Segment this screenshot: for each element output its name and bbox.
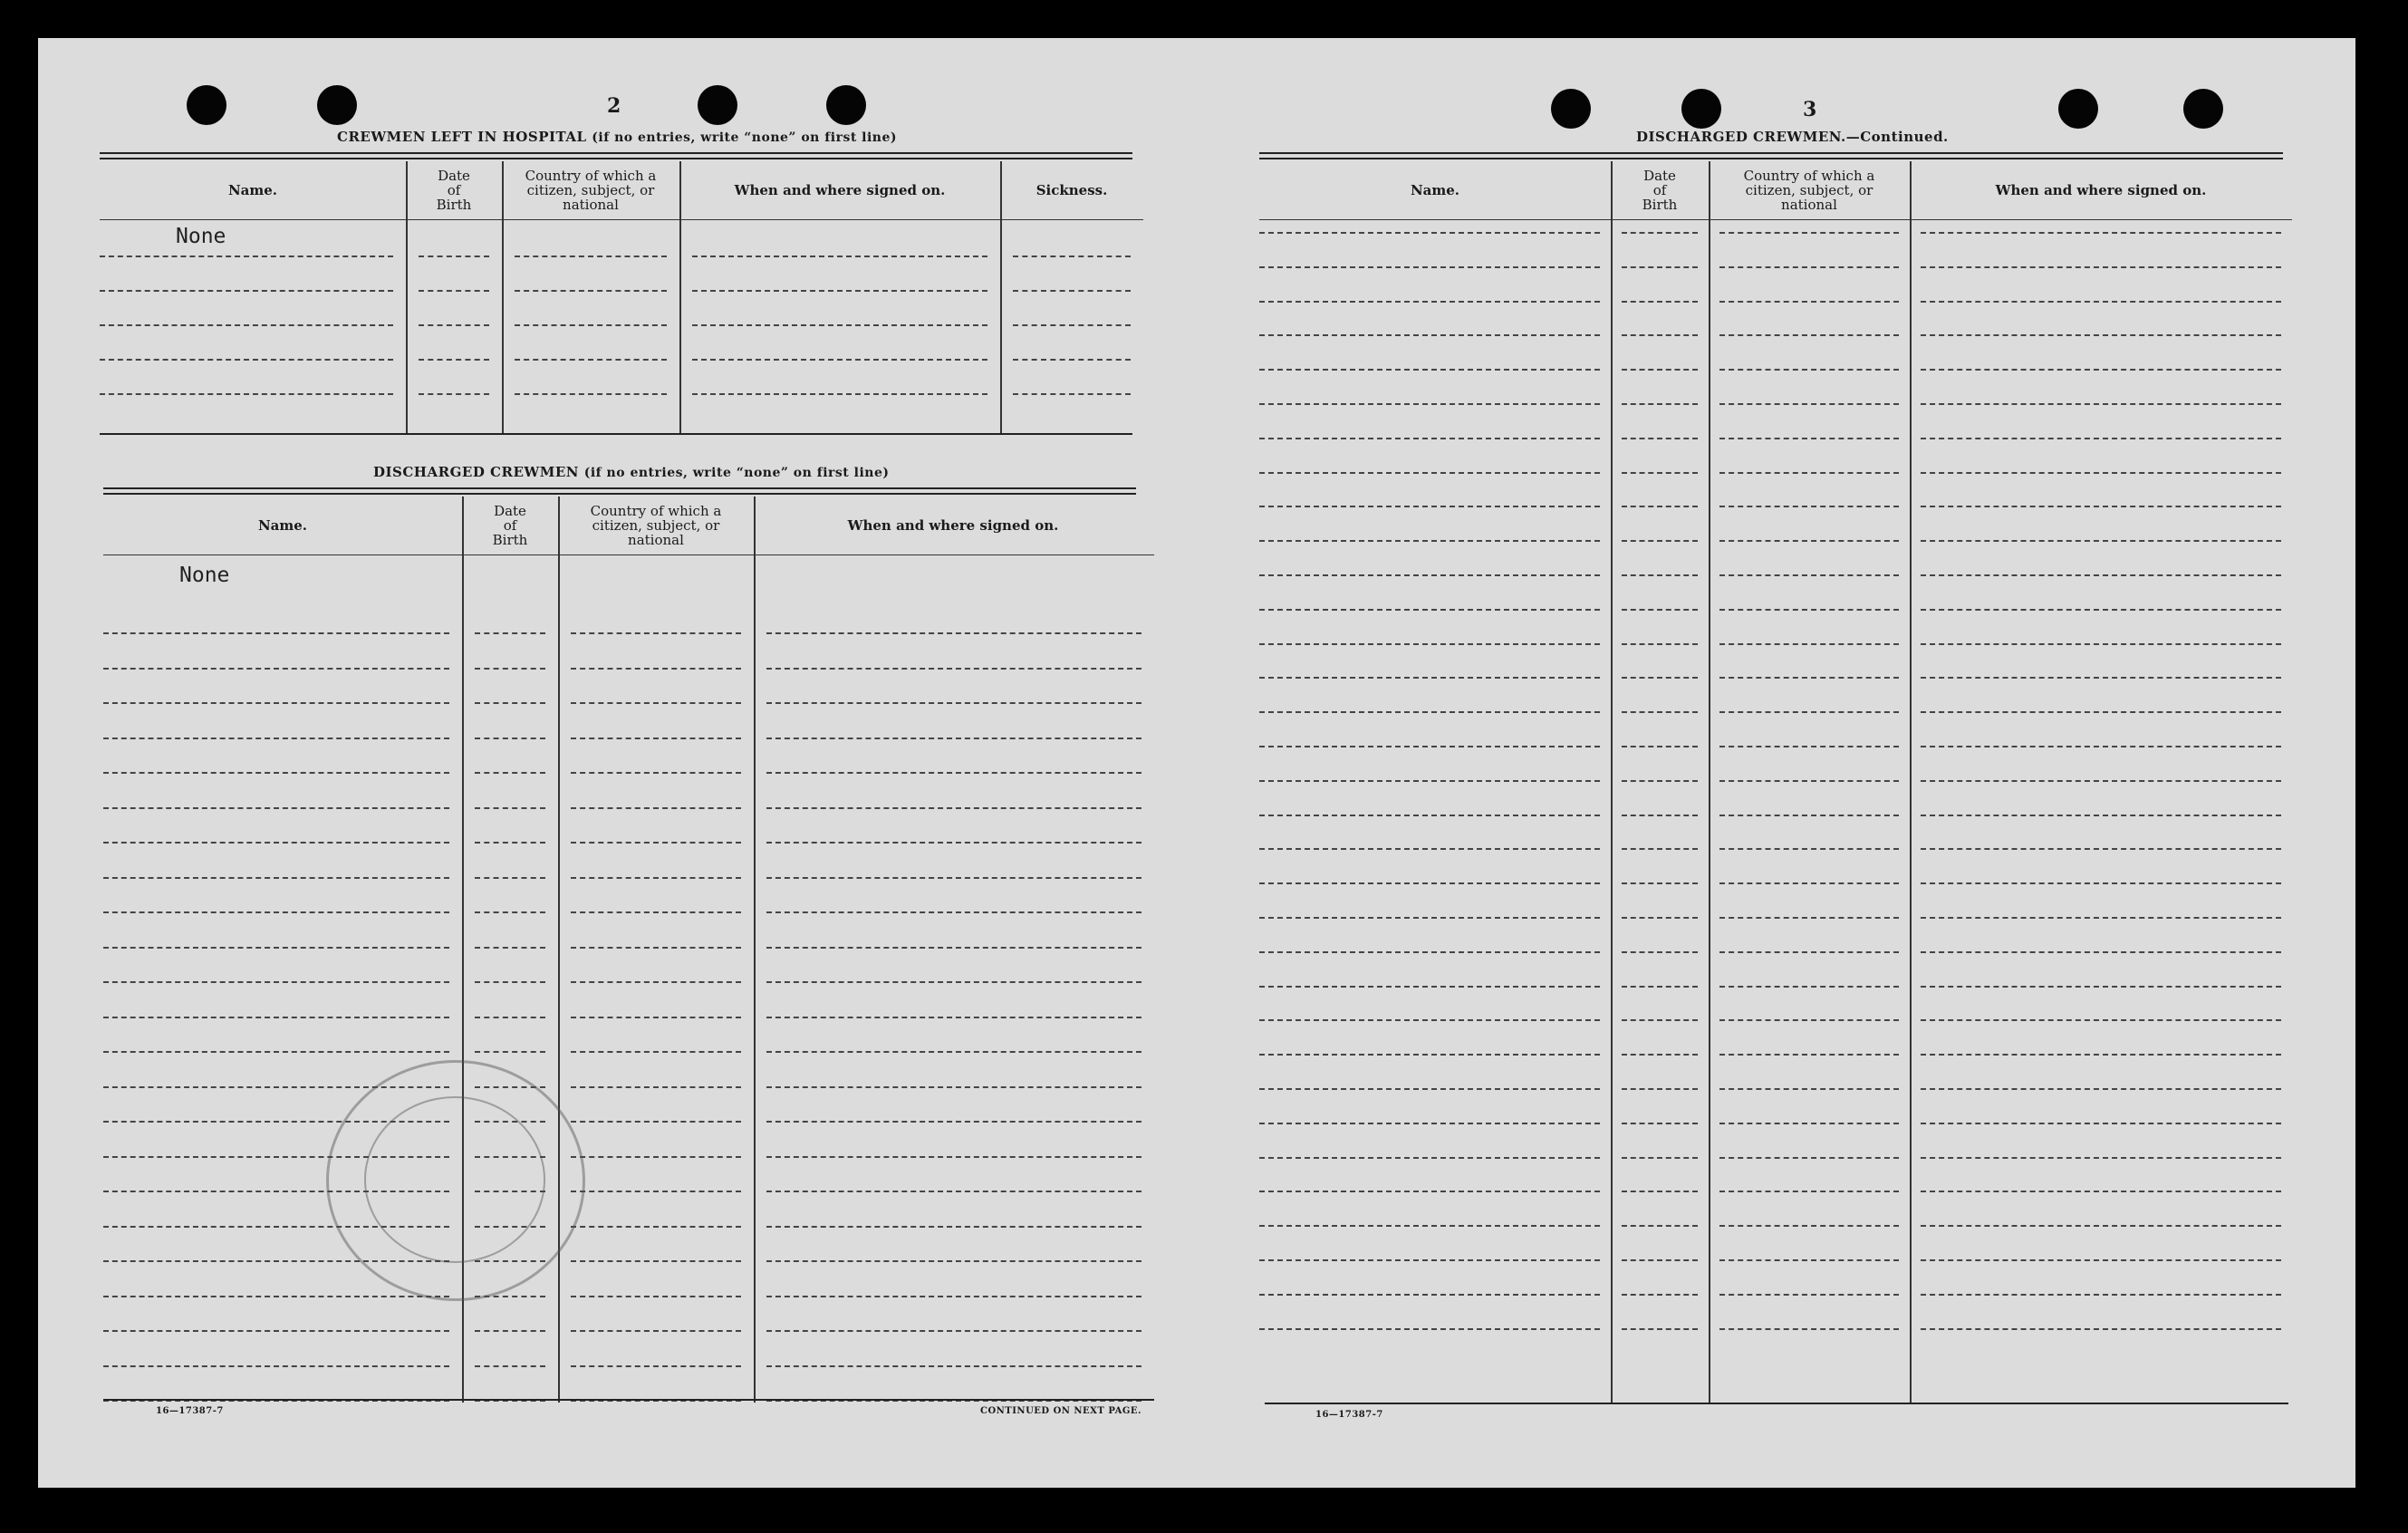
entry-line <box>1622 403 1698 405</box>
entry-line <box>1259 540 1600 542</box>
entry-line <box>475 738 545 739</box>
entry-line <box>1921 1294 2281 1296</box>
entry-line <box>100 359 393 361</box>
entry-line <box>1719 266 1899 268</box>
entry-line <box>1921 403 2281 405</box>
entry-line <box>571 1226 741 1228</box>
col-header-sickness: Sickness. <box>1035 182 1108 198</box>
section-rule <box>100 433 1132 435</box>
entry-line <box>1921 1054 2281 1056</box>
entry-line <box>1622 232 1698 234</box>
entry-line <box>1622 334 1698 336</box>
entry-line <box>1259 266 1600 268</box>
entry-line <box>1259 1259 1600 1261</box>
entry-line <box>419 393 489 395</box>
entry-line <box>1921 951 2281 953</box>
entry-line <box>1622 951 1698 953</box>
entry-line <box>1259 1191 1600 1192</box>
entry-line <box>1719 403 1899 405</box>
entry-line <box>475 877 545 879</box>
entry-line <box>571 1017 741 1018</box>
entry-line <box>475 981 545 983</box>
entry-line <box>475 702 545 704</box>
entry-line <box>103 877 449 879</box>
entry-line <box>1259 848 1600 850</box>
entry-line <box>1719 472 1899 474</box>
entry-line <box>766 702 1141 704</box>
discharged-section-title <box>373 464 890 480</box>
entry-line <box>1622 917 1698 919</box>
entry-line <box>1622 1191 1698 1192</box>
entry-line <box>571 1296 741 1297</box>
entry-line <box>103 807 449 809</box>
entry-line <box>1259 677 1600 679</box>
entry-line <box>515 393 667 395</box>
entry-line <box>1259 1088 1600 1090</box>
entry-line <box>1719 1123 1899 1124</box>
entry-line <box>1719 369 1899 371</box>
entry-line <box>1921 1191 2281 1192</box>
entry-line <box>1259 1157 1600 1159</box>
entry-line <box>1259 882 1600 884</box>
entry-line <box>1921 609 2281 611</box>
col-header-dob: Date of Birth <box>436 168 472 213</box>
entry-line <box>1719 986 1899 988</box>
entry-line <box>766 1156 1141 1158</box>
entry-line <box>1622 1123 1698 1124</box>
entry-line <box>1719 1054 1899 1056</box>
entry-line <box>1013 256 1131 257</box>
entry-line <box>1921 1328 2281 1330</box>
entry-line <box>766 1051 1141 1053</box>
entry-line <box>1921 1123 2281 1124</box>
entry-line <box>1921 917 2281 919</box>
right-page <box>1252 38 2357 1488</box>
column-rule <box>1000 161 1002 433</box>
entry-line <box>1259 711 1600 713</box>
hospital-section-title <box>337 129 897 145</box>
header-rule <box>1259 219 2292 220</box>
entry-line <box>571 1260 741 1262</box>
entry-line <box>1719 780 1899 782</box>
entry-line <box>475 668 545 670</box>
entry-line <box>475 947 545 949</box>
entry-line <box>1622 1328 1698 1330</box>
entry-line <box>1259 986 1600 988</box>
entry-line <box>1259 1019 1600 1021</box>
entry-line <box>571 668 741 670</box>
entry-line <box>515 324 667 326</box>
entry-line <box>766 1191 1141 1192</box>
entry-line <box>1622 643 1698 645</box>
entry-line <box>103 911 449 913</box>
col-header-dob: Date of Birth <box>492 503 528 548</box>
entry-line <box>766 632 1141 634</box>
entry-line <box>1622 848 1698 850</box>
entry-line <box>1622 780 1698 782</box>
entry-line <box>1622 472 1698 474</box>
entry-line <box>1719 746 1899 747</box>
entry-line <box>1719 677 1899 679</box>
entry-line <box>1622 1157 1698 1159</box>
entry-line <box>1622 1054 1698 1056</box>
entry-line <box>571 947 741 949</box>
entry-line <box>515 359 667 361</box>
entry-line <box>1719 815 1899 816</box>
entry-line <box>571 1086 741 1088</box>
entry-line <box>1719 574 1899 576</box>
entry-line <box>766 947 1141 949</box>
entry-line <box>766 1296 1141 1297</box>
entry-line <box>1259 403 1600 405</box>
entry-line <box>103 1296 449 1297</box>
entry-line <box>1259 643 1600 645</box>
entry-line <box>766 1017 1141 1018</box>
top-rule <box>1259 152 2283 154</box>
bottom-rule <box>1265 1403 2288 1404</box>
col-header-name: Name. <box>1410 182 1460 198</box>
entry-line <box>1622 1225 1698 1227</box>
entry-line <box>1719 232 1899 234</box>
entry-line <box>1013 324 1131 326</box>
entry-line <box>515 256 667 257</box>
col-header-country: Country of which a citizen, subject, or national <box>1743 168 1875 213</box>
discharged-title-note: (if no entries, write “none” on first line) <box>583 466 890 480</box>
entry-line <box>766 807 1141 809</box>
entry-line <box>766 1226 1141 1228</box>
entry-line <box>103 632 449 634</box>
entry-line <box>1719 540 1899 542</box>
entry-line <box>100 324 393 326</box>
entry-line <box>1259 472 1600 474</box>
entry-line <box>1013 290 1131 292</box>
entry-line <box>475 1365 545 1367</box>
entry-line <box>692 324 987 326</box>
top-rule <box>1259 158 2283 159</box>
entry-line <box>766 1365 1141 1367</box>
hospital-title-text: CREWMEN LEFT IN HOSPITAL <box>337 129 587 145</box>
column-rule <box>1611 161 1613 1403</box>
entry-line <box>475 772 545 774</box>
entry-line <box>1719 1225 1899 1227</box>
entry-line <box>1921 848 2281 850</box>
entry-line <box>1719 438 1899 439</box>
entry-line <box>1921 986 2281 988</box>
entry-line <box>1622 1019 1698 1021</box>
entry-line <box>475 1051 545 1053</box>
entry-line <box>1921 643 2281 645</box>
hospital-title-note: (if no entries, write “none” on first line) <box>592 130 898 145</box>
entry-line <box>1622 506 1698 507</box>
entry-line <box>766 1086 1141 1088</box>
entry-line <box>1622 711 1698 713</box>
discharged-continued-title: DISCHARGED CREWMEN.—Continued. <box>1636 129 1949 145</box>
entry-line <box>419 290 489 292</box>
entry-line <box>766 1260 1141 1262</box>
entry-line <box>1921 232 2281 234</box>
col-header-dob: Date of Birth <box>1642 168 1678 213</box>
entry-line <box>103 772 449 774</box>
top-rule <box>100 152 1132 154</box>
entry-line <box>1259 1054 1600 1056</box>
entry-line <box>475 632 545 634</box>
entry-line <box>1921 506 2281 507</box>
entry-line <box>1622 1294 1698 1296</box>
entry-line <box>1921 540 2281 542</box>
entry-line <box>100 256 393 257</box>
entry-line <box>1259 609 1600 611</box>
entry-line <box>1921 1088 2281 1090</box>
entry-line <box>1719 609 1899 611</box>
col-header-signed: When and where signed on. <box>847 517 1059 534</box>
discharged-table <box>103 497 1154 1403</box>
entry-line <box>571 702 741 704</box>
hospital-table <box>100 161 1143 433</box>
entry-line <box>766 842 1141 844</box>
entry-line <box>571 738 741 739</box>
entry-line <box>1921 369 2281 371</box>
hospital-entry-none: None <box>176 225 226 248</box>
entry-line <box>1259 1294 1600 1296</box>
official-stamp-inner <box>364 1096 545 1263</box>
entry-line <box>571 807 741 809</box>
entry-line <box>1719 951 1899 953</box>
entry-line <box>475 842 545 844</box>
entry-line <box>1921 438 2281 439</box>
column-rule <box>1709 161 1710 1403</box>
bottom-rule <box>103 1399 1154 1401</box>
entry-line <box>1622 746 1698 747</box>
entry-line <box>766 877 1141 879</box>
entry-line <box>1259 334 1600 336</box>
entry-line <box>692 256 987 257</box>
entry-line <box>1622 815 1698 816</box>
entry-line <box>1259 574 1600 576</box>
entry-line <box>1921 472 2281 474</box>
entry-line <box>475 807 545 809</box>
entry-line <box>692 393 987 395</box>
entry-line <box>1259 746 1600 747</box>
document-sheet <box>38 38 2355 1488</box>
entry-line <box>571 1121 741 1123</box>
entry-line <box>1719 1088 1899 1090</box>
entry-line <box>1719 1191 1899 1192</box>
header-rule <box>103 554 1154 555</box>
entry-line <box>1921 574 2281 576</box>
entry-line <box>1921 677 2281 679</box>
entry-line <box>766 1330 1141 1332</box>
entry-line <box>475 911 545 913</box>
column-rule <box>502 161 504 433</box>
entry-line <box>103 738 449 739</box>
entry-line <box>1921 266 2281 268</box>
entry-line <box>1719 1294 1899 1296</box>
entry-line <box>571 877 741 879</box>
entry-line <box>1622 574 1698 576</box>
entry-line <box>419 359 489 361</box>
entry-line <box>1921 711 2281 713</box>
column-rule <box>1910 161 1912 1403</box>
entry-line <box>766 772 1141 774</box>
form-number: 16—17387-7 <box>156 1406 224 1416</box>
entry-line <box>1921 815 2281 816</box>
entry-line <box>1719 1019 1899 1021</box>
entry-line <box>571 1365 741 1367</box>
entry-line <box>1622 677 1698 679</box>
entry-line <box>103 1017 449 1018</box>
entry-line <box>1719 1259 1899 1261</box>
entry-line <box>103 1330 449 1332</box>
continued-note: CONTINUED ON NEXT PAGE. <box>980 1406 1142 1416</box>
entry-line <box>1622 438 1698 439</box>
entry-line <box>766 911 1141 913</box>
entry-line <box>1921 1259 2281 1261</box>
entry-line <box>1622 1088 1698 1090</box>
entry-line <box>103 947 449 949</box>
page-number: 2 <box>607 94 621 118</box>
col-header-name: Name. <box>257 517 308 534</box>
col-header-signed: When and where signed on. <box>734 182 946 198</box>
entry-line <box>1259 1225 1600 1227</box>
entry-line <box>1719 334 1899 336</box>
page-number: 3 <box>1803 98 1817 121</box>
entry-line <box>1921 882 2281 884</box>
entry-line <box>1259 506 1600 507</box>
entry-line <box>571 1156 741 1158</box>
discharged-title-text: DISCHARGED CREWMEN <box>373 464 579 480</box>
entry-line <box>1719 506 1899 507</box>
entry-line <box>1921 746 2281 747</box>
entry-line <box>475 1330 545 1332</box>
entry-line <box>1622 986 1698 988</box>
entry-line <box>571 1191 741 1192</box>
entry-line <box>103 668 449 670</box>
entry-line <box>1259 917 1600 919</box>
entry-line <box>766 981 1141 983</box>
entry-line <box>1259 780 1600 782</box>
entry-line <box>419 324 489 326</box>
entry-line <box>571 981 741 983</box>
col-header-country: Country of which a citizen, subject, or national <box>525 168 657 213</box>
entry-line <box>100 393 393 395</box>
top-rule <box>100 158 1132 159</box>
entry-line <box>1013 393 1131 395</box>
entry-line <box>1259 1123 1600 1124</box>
entry-line <box>1921 1225 2281 1227</box>
entry-line <box>571 911 741 913</box>
entry-line <box>103 981 449 983</box>
entry-line <box>1921 780 2281 782</box>
entry-line <box>766 1121 1141 1123</box>
entry-line <box>766 668 1141 670</box>
entry-line <box>1719 848 1899 850</box>
entry-line <box>692 290 987 292</box>
col-header-country: Country of which a citizen, subject, or national <box>590 503 722 548</box>
entry-line <box>571 772 741 774</box>
entry-line <box>1921 334 2281 336</box>
top-rule <box>103 493 1136 495</box>
entry-line <box>571 1330 741 1332</box>
entry-line <box>419 256 489 257</box>
header-rule <box>100 219 1143 220</box>
entry-line <box>103 702 449 704</box>
entry-line <box>571 1051 741 1053</box>
entry-line <box>1259 369 1600 371</box>
entry-line <box>692 359 987 361</box>
entry-line <box>103 1051 449 1053</box>
entry-line <box>1719 301 1899 303</box>
entry-line <box>1719 711 1899 713</box>
entry-line <box>1921 1157 2281 1159</box>
left-page <box>92 38 1198 1488</box>
entry-line <box>1921 301 2281 303</box>
entry-line <box>1622 609 1698 611</box>
entry-line <box>1622 540 1698 542</box>
entry-line <box>1921 1019 2281 1021</box>
entry-line <box>475 1017 545 1018</box>
column-rule <box>406 161 408 433</box>
discharged-continued-table <box>1259 161 2292 1403</box>
entry-line <box>515 290 667 292</box>
entry-line <box>1259 301 1600 303</box>
entry-line <box>1622 301 1698 303</box>
column-rule <box>558 497 560 1403</box>
entry-line <box>571 632 741 634</box>
entry-line <box>1259 815 1600 816</box>
entry-line <box>1719 882 1899 884</box>
entry-line <box>100 290 393 292</box>
entry-line <box>1259 1328 1600 1330</box>
entry-line <box>1259 438 1600 439</box>
entry-line <box>1622 266 1698 268</box>
entry-line <box>1622 369 1698 371</box>
entry-line <box>1719 1157 1899 1159</box>
form-number: 16—17387-7 <box>1315 1410 1383 1420</box>
entry-line <box>1719 917 1899 919</box>
entry-line <box>103 1365 449 1367</box>
entry-line <box>1719 643 1899 645</box>
column-rule <box>679 161 681 433</box>
discharged-entry-none: None <box>179 564 230 587</box>
col-header-name: Name. <box>227 182 278 198</box>
entry-line <box>103 842 449 844</box>
entry-line <box>1622 1259 1698 1261</box>
entry-line <box>1013 359 1131 361</box>
entry-line <box>1622 882 1698 884</box>
top-rule <box>103 487 1136 489</box>
column-rule <box>754 497 756 1403</box>
entry-line <box>1259 951 1600 953</box>
entry-line <box>571 842 741 844</box>
entry-line <box>766 738 1141 739</box>
entry-line <box>1259 232 1600 234</box>
col-header-signed: When and where signed on. <box>1995 182 2207 198</box>
entry-line <box>1719 1328 1899 1330</box>
